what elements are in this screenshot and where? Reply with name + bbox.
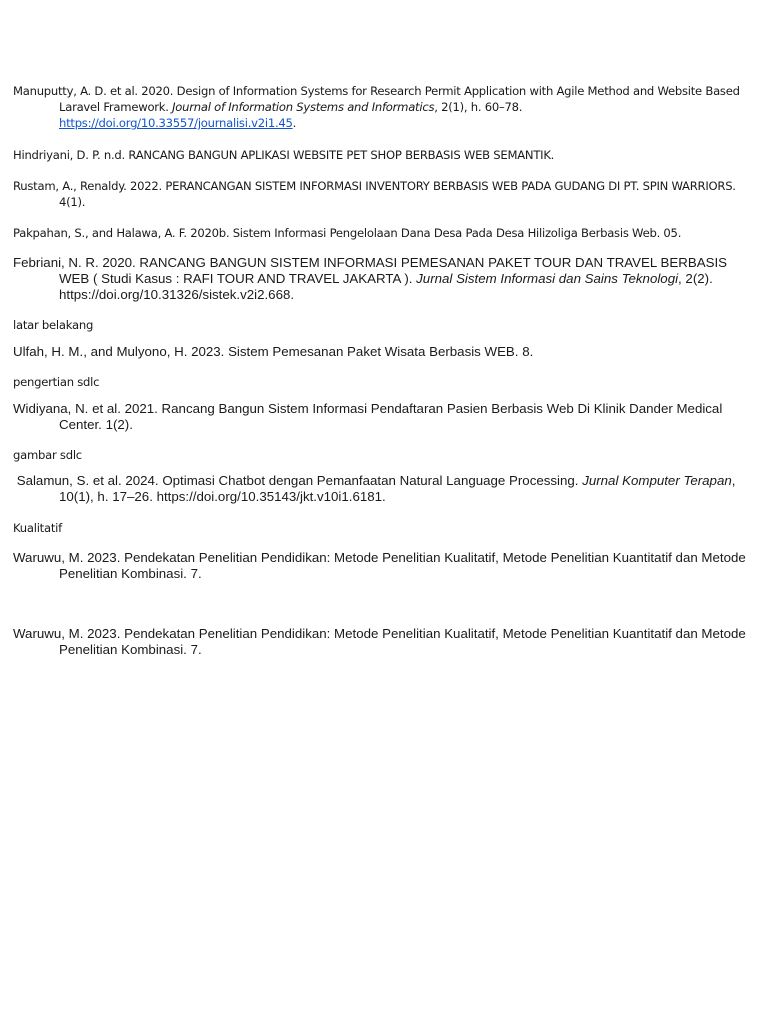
reference-rustam [13,178,751,210]
reference-text: Febriani, N. R. 2020. RANCANG BANGUN SISTEM INFORMASI PEMESANAN PAKET TOUR DAN TRAVEL BERBASIS WEB ( Studi Kasus : RAFI TOUR AND TRAVEL JAKARTA ). [13,255,728,286]
reference-widiyana [13,401,751,433]
reference-text: Pakpahan, S., and Halawa, A. F. 2020b. Sistem Informasi Pengelolaan Dana Desa Pada Desa Hilizoliga Berbasis Web. 05. [13,226,682,240]
section-label-latar-belakang: latar belakang [13,318,94,332]
reference-text: Widiyana, N. et al. 2021. Rancang Bangun Sistem Informasi Pendaftaran Pasien Berbasis Web Di Klinik Dander Medical Center. 1(2). [13,401,723,432]
reference-text: Rustam, A., Renaldy. 2022. PERANCANGAN SISTEM INFORMASI INVENTORY BERBASIS WEB PADA GUDANG DI PT. SPIN WARRIORS. 4(1). [13,179,736,209]
reference-pakpahan [13,225,751,241]
reference-text: Waruwu, M. 2023. Pendekatan Penelitian Pendidikan: Metode Penelitian Kualitatif, Metode Penelitian Kuantitatif dan Metode Penelitian Kombinasi. 7. [13,550,746,581]
reference-text: Hindriyani, D. P. n.d. RANCANG BANGUN APLIKASI WEBSITE PET SHOP BERBASIS WEB SEMANTIK. [13,148,555,162]
reference-hindriyani [13,147,751,163]
reference-manuputty [13,83,751,131]
reference-waruwu-2 [13,626,751,658]
reference-text: Waruwu, M. 2023. Pendekatan Penelitian Pendidikan: Metode Penelitian Kualitatif, Metode Penelitian Kuantitatif dan Metode Penelitian Kombinasi. 7. [13,626,746,657]
section-label-kualitatif: Kualitatif [13,521,62,535]
section-label-gambar-sdlc: gambar sdlc [13,448,82,462]
journal-title: Jurnal Sistem Informasi dan Sains Teknologi [416,271,679,286]
reference-ulfah [13,344,751,360]
reference-end: . [292,116,297,130]
reference-volume: , 2(2). https://doi.org/10.31326/sistek.v2i2.668. [59,271,713,302]
reference-salamun [13,473,751,505]
reference-volume: , 10(1), h. 17–26. https://doi.org/10.35143/jkt.v10i1.6181. [59,473,736,504]
reference-text: Salamun, S. et al. 2024. Optimasi Chatbot dengan Pemanfaatan Natural Language Processing. [13,473,583,488]
section-label-pengertian-sdlc: pengertian sdlc [13,375,100,389]
reference-text: Manuputty, A. D. et al. 2020. Design of Information Systems for Research Permit Application with Agile Method and Website Based Laravel Framework. [13,84,740,114]
journal-title: Journal of Information Systems and Informatics [172,100,435,114]
doi-link[interactable]: https://doi.org/10.33557/journalisi.v2i1.45 [59,116,293,130]
reference-febriani [13,255,751,303]
reference-text: Ulfah, H. M., and Mulyono, H. 2023. Sistem Pemesanan Paket Wisata Berbasis WEB. 8. [13,344,534,359]
journal-title: Jurnal Komputer Terapan [582,473,732,488]
reference-waruwu-1 [13,550,751,582]
reference-volume: , 2(1), h. 60–78. [434,100,523,114]
